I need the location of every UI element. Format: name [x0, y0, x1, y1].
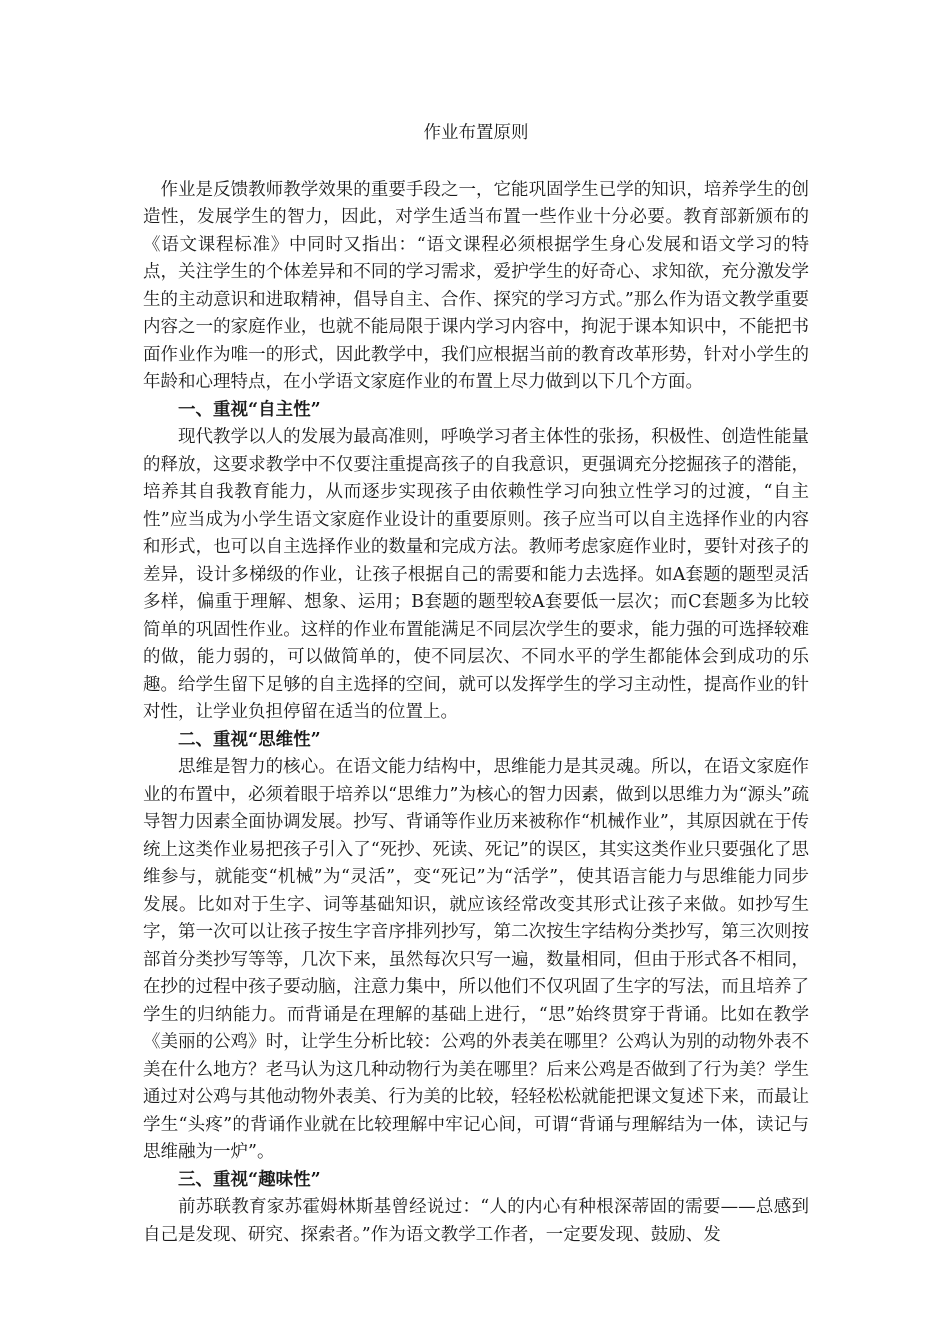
document-title: 作业布置原则	[423, 123, 529, 143]
section-body-interest: 前苏联教育家苏霍姆林斯基曾经说过：“人的内心有种根深蒂固的需要——总感到自己是发现、研究、探索者。”作为语文教学工作者，一定要发现、鼓励、发	[143, 1197, 809, 1245]
document-page	[143, 120, 809, 1249]
intro-paragraph: 作业是反馈教师教学效果的重要手段之一，它能巩固学生已学的知识，培养学生的创造性，发展学生的智力，因此，对学生适当布置一些作业十分必要。教育部新颁布的《语文课程标准》中同时又指出：“语文课程必须根据学生身心发展和语文学习的特点，关注学生的个体差异和不同的学习需求，爱护学生的好奇心、求知欲，充分激发学生的主动意识和进取精神，倡导自主、合作、探究的学习方式。”那么作为语文教学重要内容之一的家庭作业，也就不能局限于课内学习内容中，拘泥于课本知识中，不能把书面作业作为唯一的形式，因此教学中，我们应根据当前的教育改革形势，针对小学生的年龄和心理特点，在小学语文家庭作业的布置上尽力做到以下几个方面。	[143, 179, 809, 392]
section-heading-interest: 三、重视“趣味性”	[178, 1169, 321, 1190]
section-body-thinking: 思维是智力的核心。在语文能力结构中，思维能力是其灵魂。所以，在语文家庭作业的布置中，必须着眼于培养以“思维力”为核心的智力因素，做到以思维力为“源头”疏导智力因素全面协调发展。抄写、背诵等作业历来被称作“机械作业”，其原因就在于传统上这类作业易把孩子引入了“死抄、死读、死记”的误区，其实这类作业只要强化了思维参与，就能变“机械”为“灵活”，变“死记”为“活学”，使其语言能力与思维能力同步发展。比如对于生字、词等基础知识，就应该经常改变其形式让孩子来做。如抄写生字，第一次可以让孩子按生字音序排列抄写，第二次按生字结构分类抄写，第三次则按部首分类抄写等等，几次下来，虽然每次只写一遍，数量相同，但由于形式各不相同，在抄的过程中孩子要动脑，注意力集中，所以他们不仅巩固了生字的写法，而且培养了学生的归纳能力。而背诵是在理解的基础上进行，“思”始终贯穿于背诵。比如在教学《美丽的公鸡》时，让学生分析比较：公鸡的外表美在哪里？公鸡认为别的动物外表不美在什么地方？老马认为这几种动物行为美在哪里？后来公鸡是否做到了行为美？学生通过对公鸡与其他动物外表美、行为美的比较，轻轻松松就能把课文复述下来，而最让学生“头疼”的背诵作业就在比较理解中牢记心间，可谓“背诵与理解结为一体，读记与思维融为一炉”。	[143, 757, 809, 1162]
section-heading-thinking: 二、重视“思维性”	[178, 729, 321, 750]
section-body-autonomy: 现代教学以人的发展为最高准则，呼唤学习者主体性的张扬，积极性、创造性能量的释放，这要求教学中不仅要注重提高孩子的自我意识，更强调充分挖掘孩子的潜能，培养其自我教育能力，从而逐步实现孩子由依赖性学习向独立性学习的过渡，“自主性”应当成为小学生语文家庭作业设计的重要原则。孩子应当可以自主选择作业的内容和形式，也可以自主选择作业的数量和完成方法。教师考虑家庭作业时，要针对孩子的差异，设计多梯级的作业，让孩子根据自己的需要和能力去选择。如A套题的题型灵活多样，偏重于理解、想象、运用；B套题的题型较A套要低一层次；而C套题多为比较简单的巩固性作业。这样的作业布置能满足不同层次学生的要求，能力强的可选择较难的做，能力弱的，可以做简单的，使不同层次、不同水平的学生都能体会到成功的乐趣。给学生留下足够的自主选择的空间，就可以发挥学生的学习主动性，提高作业的针对性，让学业负担停留在适当的位置上。	[143, 427, 809, 722]
section-heading-autonomy: 一、重视“自主性”	[178, 399, 321, 420]
